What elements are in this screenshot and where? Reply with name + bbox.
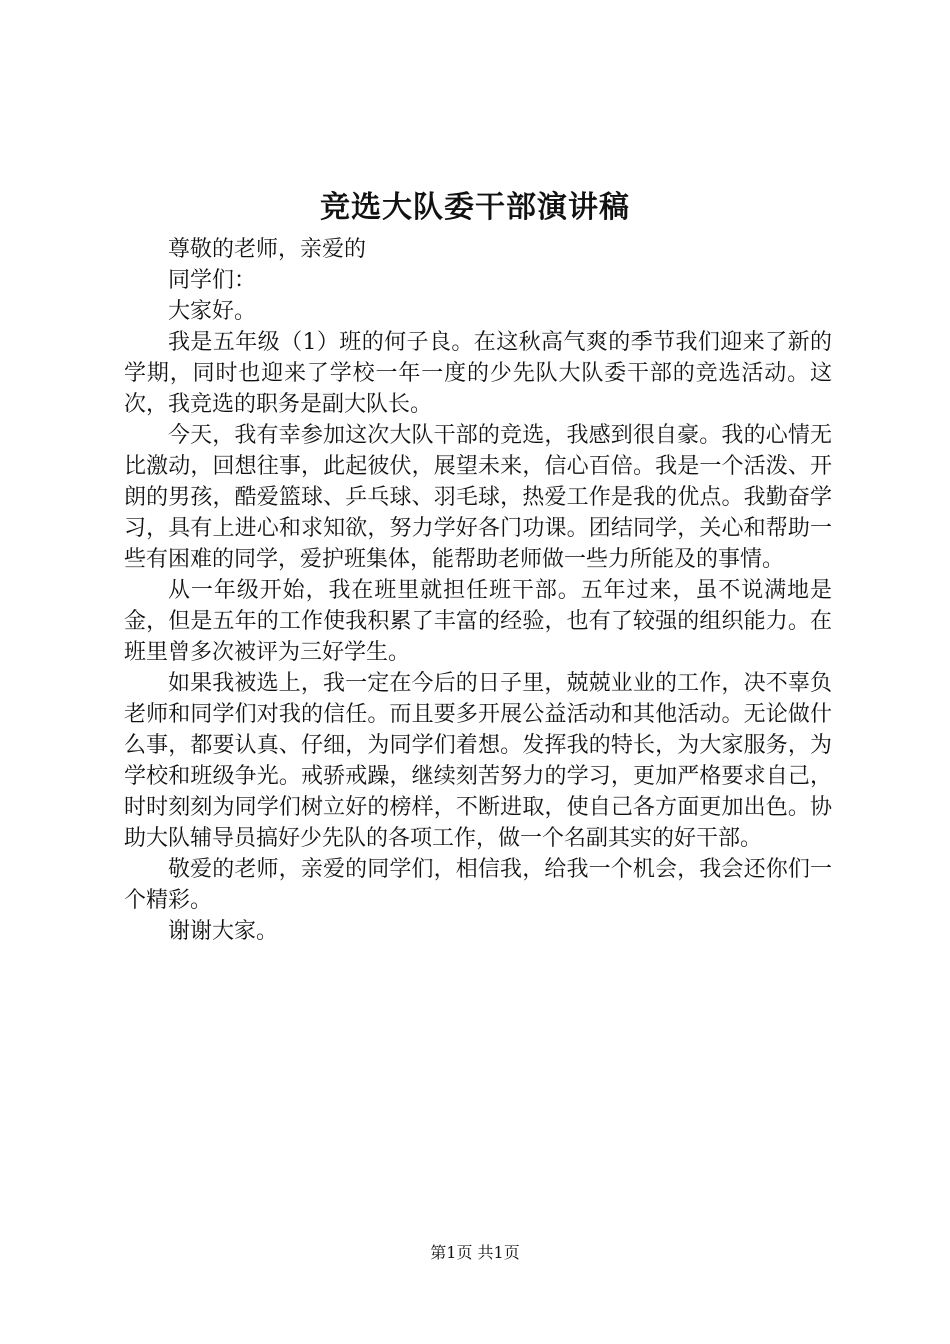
document-body xyxy=(124,234,832,947)
paragraph-commitment: 如果我被选上，我一定在今后的日子里，兢兢业业的工作，决不辜负老师和同学们对我的信任。而且要多开展公益活动和其他活动。无论做什么事，都要认真、仔细，为同学们着想。发挥我的特长，为大家服务，为学校和班级争光。戒骄戒躁，继续刻苦努力的学习，更加严格要求自己，时时刻刻为同学们树立好的榜样，不断进取，使自己各方面更加出色。协助大队辅导员搞好少先队的各项工作，做一个名副其实的好干部。 xyxy=(124,671,832,851)
paragraph-introduction: 我是五年级（1）班的何子良。在这秋高气爽的季节我们迎来了新的学期，同时也迎来了学校一年一度的少先队大队委干部的竞选活动。这次，我竞选的职务是副大队长。 xyxy=(124,330,832,417)
document-title: 竞选大队委干部演讲稿 xyxy=(320,190,630,225)
paragraph-greeting: 尊敬的老师，亲爱的 xyxy=(168,237,367,262)
paragraph-experience: 从一年级开始，我在班里就担任班干部。五年过来，虽不说满地是金，但是五年的工作使我积累了丰富的经验，也有了较强的组织能力。在班里曾多次被评为三好学生。 xyxy=(124,578,832,665)
paragraph-thanks: 谢谢大家。 xyxy=(168,919,279,944)
page-number-footer: 第1页 共1页 xyxy=(430,1243,520,1262)
paragraph-appeal: 敬爱的老师，亲爱的同学们，相信我，给我一个机会，我会还你们一个精彩。 xyxy=(124,857,832,913)
paragraph-hello: 大家好。 xyxy=(168,299,257,324)
paragraph-self-description: 今天，我有幸参加这次大队干部的竞选，我感到很自豪。我的心情无比激动，回想往事，此起彼伏，展望未来，信心百倍。我是一个活泼、开朗的男孩，酷爱篮球、乒乓球、羽毛球，热爱工作是我的优点。我勤奋学习，具有上进心和求知欲，努力学好各门功课。团结同学，关心和帮助一些有困难的同学，爱护班集体，能帮助老师做一些力所能及的事情。 xyxy=(124,423,832,572)
paragraph-salutation: 同学们： xyxy=(168,268,257,293)
